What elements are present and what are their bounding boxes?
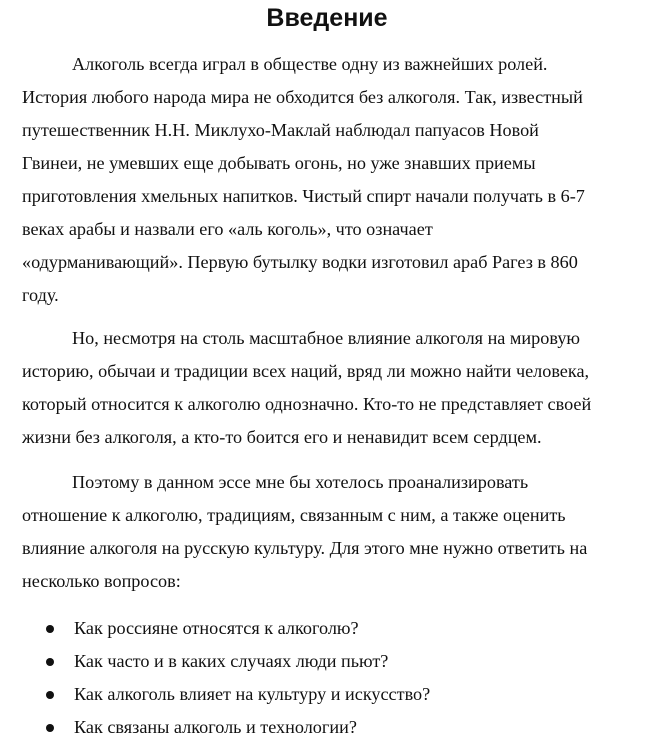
paragraph-line: несколько вопросов: [22, 571, 181, 591]
paragraph-line: Поэтому в данном эссе мне бы хотелось проанализировать [72, 472, 529, 492]
paragraph-line: Гвинеи, не умевших еще добывать огонь, но уже знавших приемы [22, 153, 536, 173]
paragraph-line: году. [22, 285, 59, 305]
paragraph-line: Алкоголь всегда играл в обществе одну из важнейших ролей. [72, 54, 548, 74]
paragraph-line: влияние алкоголя на русскую культуру. Для этого мне нужно ответить на [22, 538, 588, 558]
paragraph-line: веках арабы и назвали его «аль коголь», что означает [22, 219, 433, 239]
paragraph-line: приготовления хмельных напитков. Чистый спирт начали получать в 6-7 [22, 186, 585, 206]
list-item [0, 678, 640, 711]
paragraph-influence [22, 322, 630, 454]
question-text: Как алкоголь влияет на культуру и искусство? [74, 684, 431, 704]
paragraph-line: отношение к алкоголю, традициям, связанным с ним, а также оценить [22, 505, 566, 525]
paragraph-line: История любого народа мира не обходится без алкоголя. Так, известный [22, 87, 583, 107]
paragraph-intro [22, 48, 630, 312]
paragraph-essay-goal [22, 466, 630, 598]
paragraph-line: Но, несмотря на столь масштабное влияние алкоголя на мировую [72, 328, 580, 348]
paragraph-line: который относится к алкоголю однозначно. Кто-то не представляет своей [22, 394, 592, 414]
page-title: Введение [266, 4, 388, 32]
question-text: Как связаны алкоголь и технологии? [74, 717, 357, 737]
paragraph-line: историю, обычаи и традиции всех наций, вряд ли можно найти человека, [22, 361, 590, 381]
bullet-icon [46, 691, 54, 699]
paragraph-line: путешественник Н.Н. Миклухо-Маклай наблюдал папуасов Новой [22, 120, 539, 140]
question-text: Как россияне относятся к алкоголю? [74, 618, 359, 638]
bullet-icon [46, 724, 54, 732]
questions-list [0, 612, 640, 744]
list-item [0, 711, 640, 744]
question-text: Как часто и в каких случаях люди пьют? [74, 651, 389, 671]
paragraph-line: жизни без алкоголя, а кто-то боится его и ненавидит всем сердцем. [22, 427, 542, 447]
list-item [0, 645, 640, 678]
bullet-icon [46, 658, 54, 666]
bullet-icon [46, 625, 54, 633]
paragraph-line: «одурманивающий». Первую бутылку водки изготовил араб Рагез в 860 [22, 252, 578, 272]
list-item [0, 612, 640, 645]
